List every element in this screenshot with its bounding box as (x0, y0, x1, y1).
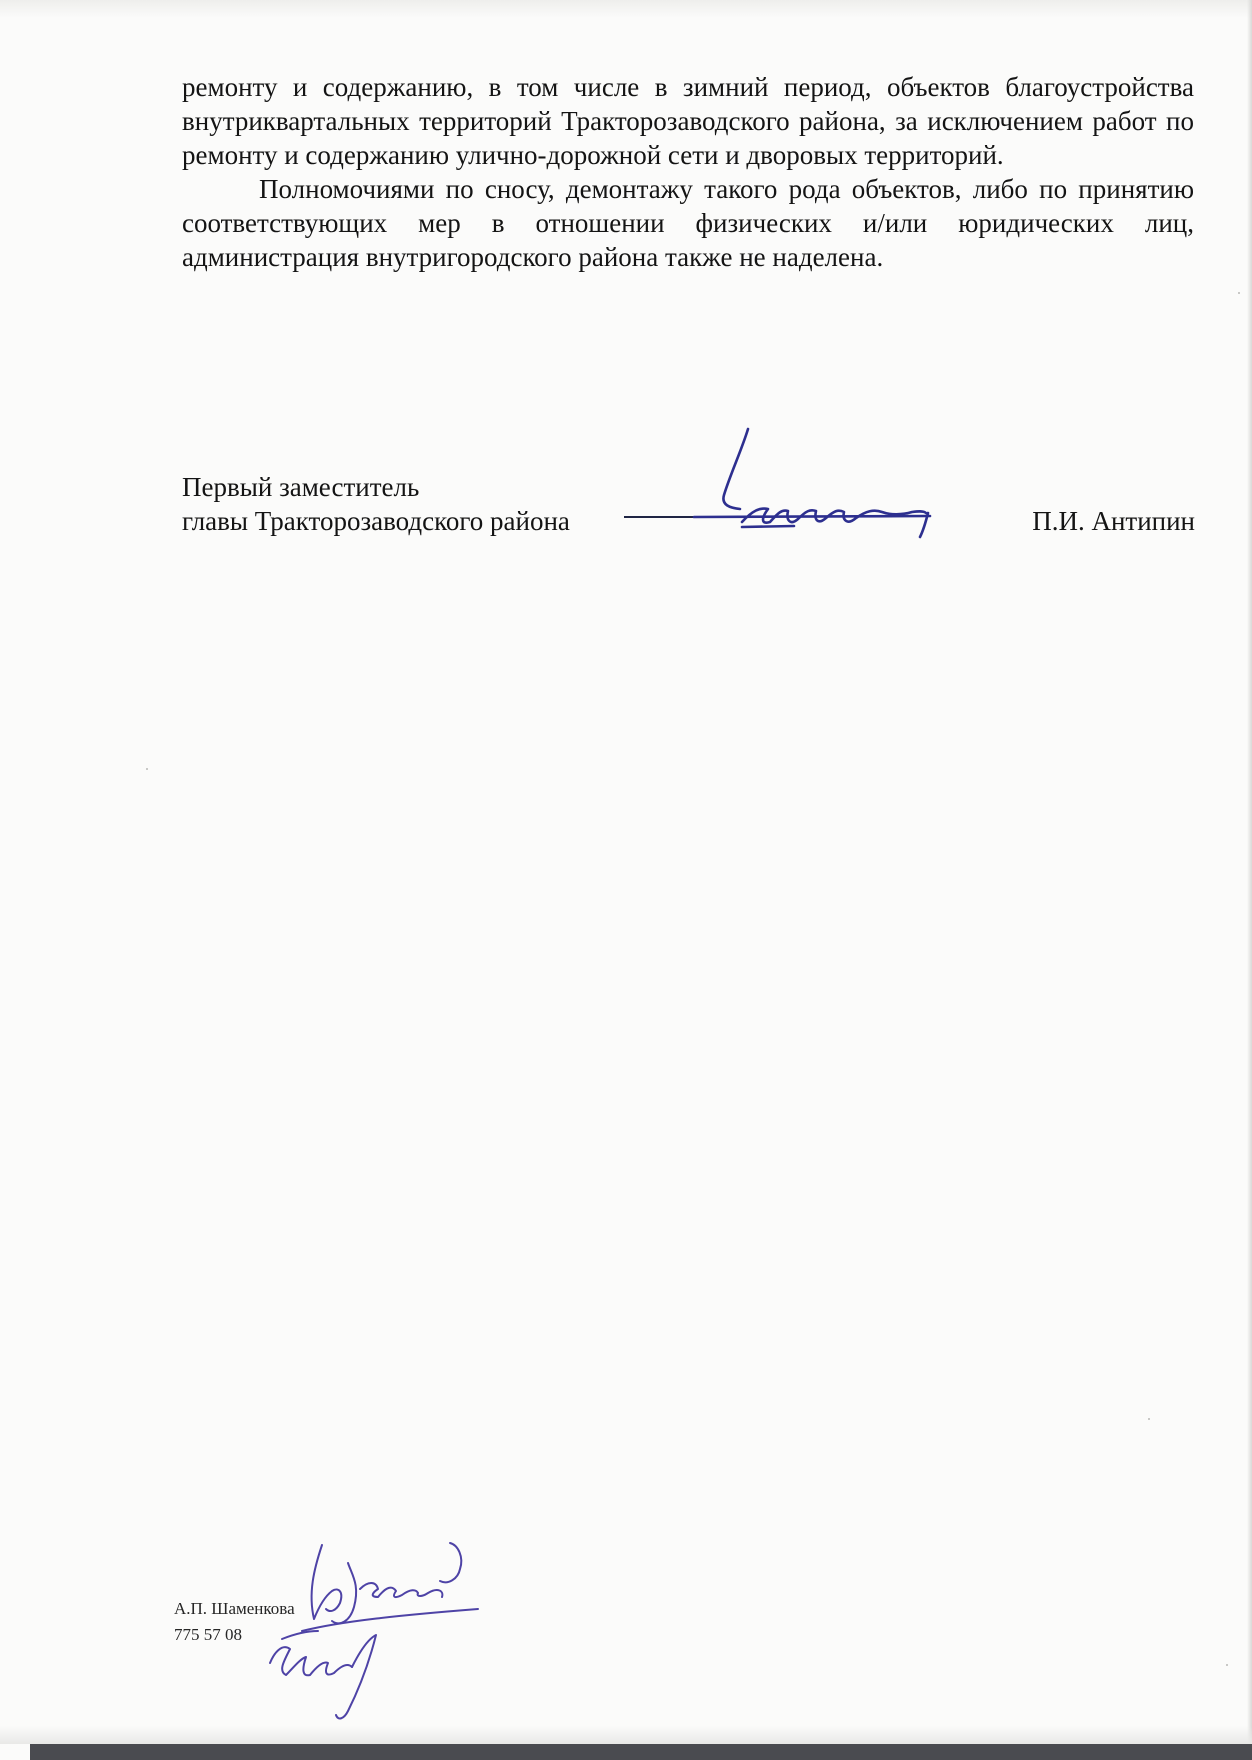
scan-speck (146, 768, 148, 770)
scan-speck (1226, 1664, 1228, 1666)
scan-bottom-edge (30, 1744, 1252, 1760)
signer-position (182, 470, 570, 538)
scan-top-edge (0, 0, 1252, 18)
executor-phone: 775 57 08 (174, 1625, 242, 1644)
scan-right-edge (1247, 0, 1252, 1760)
executor-signature-handwritten (252, 1535, 542, 1735)
scan-bottom-fade (0, 1726, 1252, 1744)
signature-handwritten (690, 425, 980, 545)
signer-position-line: Первый заместитель (182, 472, 420, 502)
letter-paragraph: ремонту и содержанию, в том числе в зимний период, объектов благоустройства внутриквартальных территорий Тракторозаводского района, за исключением работ по ремонту и содержанию улично-дорожной сети и дворовых территорий. (182, 72, 1194, 170)
scan-speck (1148, 1418, 1150, 1420)
letter-body (182, 70, 1194, 274)
signer-name: П.И. Антипин (1032, 506, 1195, 536)
signer-position-line: главы Тракторозаводского района (182, 506, 570, 536)
executor-name: А.П. Шаменкова (174, 1599, 295, 1618)
scan-speck (1238, 292, 1240, 294)
letter-paragraph: Полномочиями по сносу, демонтажу такого рода объектов, либо по принятию соответствующих мер в отношении физических и/или юридических лиц, администрация внутригородского района также не наделена. (182, 174, 1194, 272)
